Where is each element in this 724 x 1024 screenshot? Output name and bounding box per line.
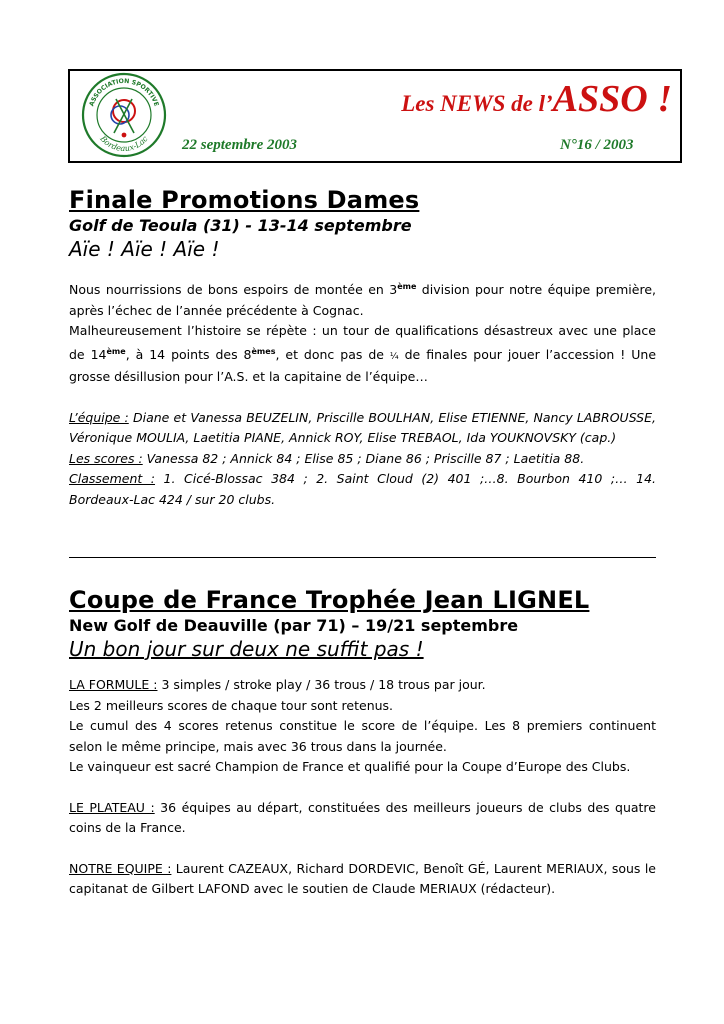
article2-tagline: Un bon jour sur deux ne suffit pas ! <box>69 637 424 661</box>
article2-formula: LA FORMULE : 3 simples / stroke play / 36 trous / 18 trous par jour. <box>69 677 486 692</box>
article1-team: L’équipe : Diane et Vanessa BEUZELIN, Priscille BOULHAN, Elise ETIENNE, Nancy LABROUSSE, Véronique MOULIA, Laetitia PIANE, Annick ROY, Elise TREBAOL, Ida YOUKNOVSKY (cap.) <box>69 409 656 446</box>
article1-paragraph-1: Nous nourrissions de bons espoirs de montée en 3ème division pour notre équipe première, après l’échec de l’année précédente à Cognac. <box>69 282 656 318</box>
article1-paragraph-2: Malheureusement l’histoire se répète : un tour de qualifications désastreux avec une place de 14ème, à 14 points des 8èmes, et donc pas de ¼ de finales pour jouer l’accession ! Une grosse désillusion pour l’A.S. et la capitaine de l’équipe… <box>69 323 657 385</box>
article1-scores: Les scores : Vanessa 82 ; Annick 84 ; Elise 85 ; Diane 86 ; Priscille 87 ; Laetitia 88. <box>69 450 585 466</box>
logo-text-top: ASSOCIATION SPORTIVE <box>88 77 160 108</box>
article2-formula-line2: Les 2 meilleurs scores de chaque tour sont retenus. <box>69 697 394 713</box>
article2-plateau: LE PLATEAU : 36 équipes au départ, constituées des meilleurs joueurs de clubs des quatre coins de la France. <box>69 799 656 835</box>
article2-formula-line3: Le cumul des 4 scores retenus constitue le score de l’équipe. Les 8 premiers continuent selon le même principe, mais avec 36 trous dans la journée. <box>69 718 656 754</box>
newsletter-date: 22 septembre 2003 <box>182 137 297 153</box>
article1-venue: Golf de Teoula (31) - 13-14 septembre <box>69 216 412 235</box>
article2-formula-line4: Le vainqueur est sacré Champion de France et qualifié pour la Coupe d’Europe des Clubs. <box>69 759 631 774</box>
article2-venue: New Golf de Deauville (par 71) – 19/21 septembre <box>69 616 519 635</box>
article1-title: Finale Promotions Dames <box>69 186 420 214</box>
article-finale-promotions <box>69 186 656 510</box>
newsletter-title: Les NEWS de l’ASSO ! <box>401 78 672 120</box>
newsletter-issue: N°16 / 2003 <box>560 137 634 153</box>
section-divider <box>69 557 656 558</box>
article1-ranking: Classement : 1. Cicé-Blossac 384 ; 2. Saint Cloud (2) 401 ;…8. Bourbon 410 ;… 14. Bordeaux-Lac 424 / sur 20 clubs. <box>69 471 656 507</box>
club-logo <box>80 71 168 159</box>
article-coupe-de-france <box>69 586 656 900</box>
article2-title: Coupe de France Trophée Jean LIGNEL <box>69 586 590 614</box>
article2-team: NOTRE EQUIPE : Laurent CAZEAUX, Richard DORDEVIC, Benoît GÉ, Laurent MERIAUX, sous le capitanat de Gilbert LAFOND avec le soutien de Claude MERIAUX (rédacteur). <box>69 860 656 896</box>
logo-text-bottom: Bordeaux-Lac <box>98 134 150 154</box>
article1-tagline: Aïe ! Aïe ! Aïe ! <box>69 237 220 261</box>
